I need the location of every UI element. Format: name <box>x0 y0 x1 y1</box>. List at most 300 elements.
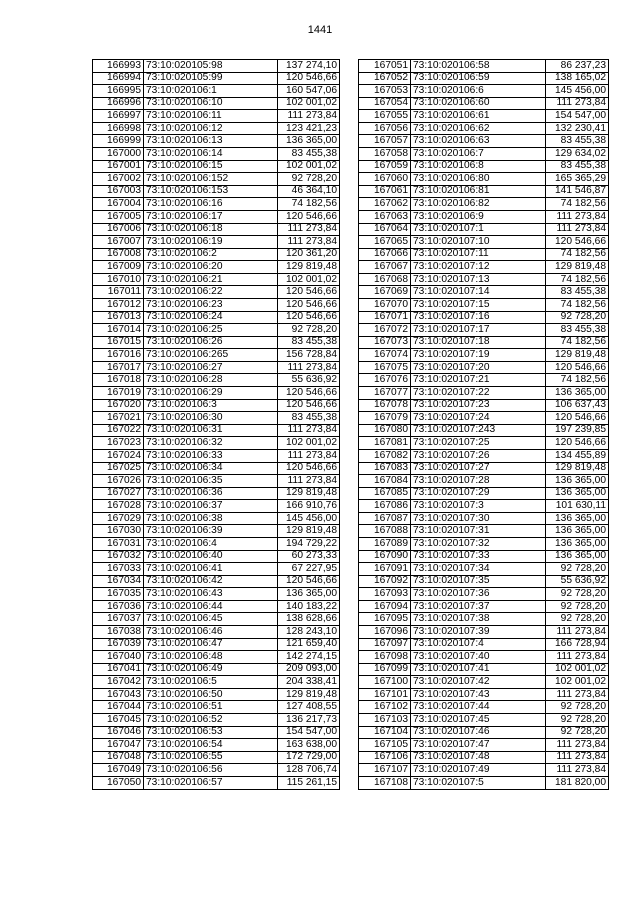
cadastral-number-cell: 73:10:020106:37 <box>144 500 278 513</box>
cadastral-number-cell: 73:10:020106:54 <box>144 739 278 752</box>
row-id-cell: 167057 <box>359 135 411 148</box>
value-cell: 121 659,40 <box>278 638 340 651</box>
value-cell: 120 546,66 <box>278 462 340 475</box>
row-id-cell: 167026 <box>93 475 144 488</box>
row-id-cell: 167087 <box>359 512 411 525</box>
table-row <box>359 210 609 223</box>
value-cell: 55 636,92 <box>546 575 609 588</box>
row-id-cell: 167047 <box>93 739 144 752</box>
value-cell: 129 819,48 <box>546 462 609 475</box>
value-cell: 111 273,84 <box>278 424 340 437</box>
cadastral-number-cell: 73:10:020106:17 <box>144 210 278 223</box>
value-cell: 92 728,20 <box>546 701 609 714</box>
row-id-cell: 167016 <box>93 349 144 362</box>
cadastral-number-cell: 73:10:020106:27 <box>144 361 278 374</box>
value-cell: 111 273,84 <box>278 475 340 488</box>
value-cell: 145 456,00 <box>278 512 340 525</box>
table-row <box>359 424 609 437</box>
row-id-cell: 167099 <box>359 663 411 676</box>
row-id-cell: 167080 <box>359 424 411 437</box>
table-row <box>93 387 340 400</box>
value-cell: 120 546,66 <box>278 72 340 85</box>
table-row <box>359 437 609 450</box>
table-row <box>93 764 340 777</box>
value-cell: 120 546,66 <box>278 399 340 412</box>
row-id-cell: 167061 <box>359 185 411 198</box>
table-row <box>359 563 609 576</box>
value-cell: 136 365,00 <box>546 537 609 550</box>
row-id-cell: 167071 <box>359 311 411 324</box>
value-cell: 154 547,00 <box>546 110 609 123</box>
cadastral-number-cell: 73:10:020106:7 <box>411 148 546 161</box>
table-row <box>359 739 609 752</box>
cadastral-number-cell: 73:10:020106:81 <box>411 185 546 198</box>
row-id-cell: 167000 <box>93 148 144 161</box>
row-id-cell: 166997 <box>93 110 144 123</box>
table-row <box>359 676 609 689</box>
value-cell: 111 273,84 <box>546 210 609 223</box>
table-row <box>359 613 609 626</box>
table-row <box>93 173 340 186</box>
value-cell: 172 729,00 <box>278 751 340 764</box>
table-row <box>359 575 609 588</box>
table-row <box>93 160 340 173</box>
row-id-cell: 167097 <box>359 638 411 651</box>
row-id-cell: 167079 <box>359 412 411 425</box>
table-row <box>93 412 340 425</box>
value-cell: 120 546,66 <box>278 298 340 311</box>
row-id-cell: 167098 <box>359 651 411 664</box>
table-row <box>93 701 340 714</box>
cadastral-number-cell: 73:10:020106:35 <box>144 475 278 488</box>
table-row <box>93 751 340 764</box>
value-cell: 111 273,84 <box>546 739 609 752</box>
cadastral-number-cell: 73:10:020107:14 <box>411 286 546 299</box>
table-row <box>359 248 609 261</box>
row-id-cell: 166996 <box>93 97 144 110</box>
row-id-cell: 167023 <box>93 437 144 450</box>
table-row <box>93 638 340 651</box>
table-row <box>359 487 609 500</box>
value-cell: 136 365,00 <box>278 135 340 148</box>
value-cell: 74 182,56 <box>546 298 609 311</box>
cadastral-number-cell: 73:10:020107:21 <box>411 374 546 387</box>
cadastral-number-cell: 73:10:020106:62 <box>411 122 546 135</box>
table-row <box>359 185 609 198</box>
row-id-cell: 167045 <box>93 714 144 727</box>
table-row <box>93 500 340 513</box>
value-cell: 120 546,66 <box>546 412 609 425</box>
row-id-cell: 167073 <box>359 336 411 349</box>
row-id-cell: 167040 <box>93 651 144 664</box>
value-cell: 92 728,20 <box>278 324 340 337</box>
value-cell: 165 365,29 <box>546 173 609 186</box>
value-cell: 92 728,20 <box>278 173 340 186</box>
row-id-cell: 167106 <box>359 751 411 764</box>
value-cell: 136 365,00 <box>546 387 609 400</box>
row-id-cell: 167009 <box>93 261 144 274</box>
value-cell: 106 637,43 <box>546 399 609 412</box>
value-cell: 160 547,06 <box>278 85 340 98</box>
table-row <box>93 210 340 223</box>
row-id-cell: 167083 <box>359 462 411 475</box>
row-id-cell: 167048 <box>93 751 144 764</box>
row-id-cell: 167072 <box>359 324 411 337</box>
value-cell: 120 361,20 <box>278 248 340 261</box>
row-id-cell: 167031 <box>93 537 144 550</box>
row-id-cell: 167065 <box>359 236 411 249</box>
value-cell: 74 182,56 <box>546 273 609 286</box>
cadastral-number-cell: 73:10:020107:38 <box>411 613 546 626</box>
value-cell: 83 455,38 <box>546 160 609 173</box>
value-cell: 86 237,23 <box>546 60 609 73</box>
row-id-cell: 167067 <box>359 261 411 274</box>
value-cell: 136 365,00 <box>546 512 609 525</box>
row-id-cell: 167104 <box>359 726 411 739</box>
cadastral-number-cell: 73:10:020106:42 <box>144 575 278 588</box>
row-id-cell: 167041 <box>93 663 144 676</box>
value-cell: 83 455,38 <box>546 286 609 299</box>
cadastral-number-cell: 73:10:020107:48 <box>411 751 546 764</box>
cadastral-number-cell: 73:10:020107:49 <box>411 764 546 777</box>
table-row <box>93 449 340 462</box>
value-cell: 140 183,22 <box>278 600 340 613</box>
row-id-cell: 167103 <box>359 714 411 727</box>
value-cell: 154 547,00 <box>278 726 340 739</box>
row-id-cell: 167095 <box>359 613 411 626</box>
row-id-cell: 167082 <box>359 449 411 462</box>
row-id-cell: 167027 <box>93 487 144 500</box>
cadastral-number-cell: 73:10:020106:34 <box>144 462 278 475</box>
cadastral-number-cell: 73:10:020106:21 <box>144 273 278 286</box>
value-cell: 129 819,48 <box>278 261 340 274</box>
cadastral-number-cell: 73:10:020106:12 <box>144 122 278 135</box>
table-row <box>93 198 340 211</box>
value-cell: 129 634,02 <box>546 148 609 161</box>
value-cell: 111 273,84 <box>278 361 340 374</box>
row-id-cell: 167070 <box>359 298 411 311</box>
cadastral-number-cell: 73:10:020106:1 <box>144 85 278 98</box>
table-row <box>359 626 609 639</box>
value-cell: 74 182,56 <box>546 198 609 211</box>
row-id-cell: 166999 <box>93 135 144 148</box>
cadastral-number-cell: 73:10:020107:11 <box>411 248 546 261</box>
cadastral-number-cell: 73:10:020106:44 <box>144 600 278 613</box>
row-id-cell: 167068 <box>359 273 411 286</box>
row-id-cell: 167004 <box>93 198 144 211</box>
row-id-cell: 167044 <box>93 701 144 714</box>
row-id-cell: 167053 <box>359 85 411 98</box>
cadastral-number-cell: 73:10:020107:243 <box>411 424 546 437</box>
row-id-cell: 167066 <box>359 248 411 261</box>
value-cell: 92 728,20 <box>546 311 609 324</box>
table-row <box>93 85 340 98</box>
row-id-cell: 167010 <box>93 273 144 286</box>
value-cell: 74 182,56 <box>546 336 609 349</box>
row-id-cell: 167077 <box>359 387 411 400</box>
cadastral-number-cell: 73:10:020106:51 <box>144 701 278 714</box>
row-id-cell: 167090 <box>359 550 411 563</box>
cadastral-number-cell: 73:10:020107:23 <box>411 399 546 412</box>
value-cell: 92 728,20 <box>546 600 609 613</box>
row-id-cell: 167102 <box>359 701 411 714</box>
table-row <box>93 487 340 500</box>
row-id-cell: 167043 <box>93 688 144 701</box>
row-id-cell: 167091 <box>359 563 411 576</box>
table-row <box>93 286 340 299</box>
value-cell: 102 001,02 <box>278 97 340 110</box>
cadastral-number-cell: 73:10:020106:52 <box>144 714 278 727</box>
table-row <box>93 261 340 274</box>
cadastral-number-cell: 73:10:020106:26 <box>144 336 278 349</box>
value-cell: 136 365,00 <box>546 475 609 488</box>
cadastral-number-cell: 73:10:020107:44 <box>411 701 546 714</box>
row-id-cell: 166998 <box>93 122 144 135</box>
row-id-cell: 167003 <box>93 185 144 198</box>
cadastral-number-cell: 73:10:020107:33 <box>411 550 546 563</box>
cadastral-number-cell: 73:10:020106:48 <box>144 651 278 664</box>
row-id-cell: 167019 <box>93 387 144 400</box>
row-id-cell: 167034 <box>93 575 144 588</box>
row-id-cell: 167022 <box>93 424 144 437</box>
value-cell: 120 546,66 <box>546 437 609 450</box>
table-row <box>93 349 340 362</box>
table-row <box>359 776 609 789</box>
table-row <box>93 311 340 324</box>
value-cell: 60 273,33 <box>278 550 340 563</box>
value-cell: 55 636,92 <box>278 374 340 387</box>
table-row <box>93 148 340 161</box>
value-cell: 83 455,38 <box>278 412 340 425</box>
row-id-cell: 167059 <box>359 160 411 173</box>
cadastral-number-cell: 73:10:020106:33 <box>144 449 278 462</box>
value-cell: 102 001,02 <box>278 437 340 450</box>
row-id-cell: 167094 <box>359 600 411 613</box>
value-cell: 92 728,20 <box>546 613 609 626</box>
value-cell: 92 728,20 <box>546 588 609 601</box>
table-row <box>359 588 609 601</box>
value-cell: 120 546,66 <box>278 387 340 400</box>
value-cell: 111 273,84 <box>546 97 609 110</box>
value-cell: 136 365,00 <box>546 550 609 563</box>
cadastral-number-cell: 73:10:020107:13 <box>411 273 546 286</box>
cadastral-number-cell: 73:10:020107:24 <box>411 412 546 425</box>
table-row <box>359 273 609 286</box>
value-cell: 128 243,10 <box>278 626 340 639</box>
row-id-cell: 167060 <box>359 173 411 186</box>
table-row <box>93 273 340 286</box>
value-cell: 204 338,41 <box>278 676 340 689</box>
value-cell: 74 182,56 <box>546 248 609 261</box>
cadastral-number-cell: 73:10:020106:265 <box>144 349 278 362</box>
table-row <box>359 110 609 123</box>
value-cell: 120 546,66 <box>278 210 340 223</box>
value-cell: 102 001,02 <box>278 273 340 286</box>
cadastral-number-cell: 73:10:020106:40 <box>144 550 278 563</box>
cadastral-number-cell: 73:10:020106:13 <box>144 135 278 148</box>
value-cell: 156 728,84 <box>278 349 340 362</box>
row-id-cell: 167093 <box>359 588 411 601</box>
table-row <box>359 374 609 387</box>
cadastral-number-cell: 73:10:020107:22 <box>411 387 546 400</box>
row-id-cell: 167058 <box>359 148 411 161</box>
row-id-cell: 167089 <box>359 537 411 550</box>
row-id-cell: 167096 <box>359 626 411 639</box>
row-id-cell: 167037 <box>93 613 144 626</box>
table-row <box>359 72 609 85</box>
cadastral-number-cell: 73:10:020106:41 <box>144 563 278 576</box>
value-cell: 92 728,20 <box>546 563 609 576</box>
row-id-cell: 167001 <box>93 160 144 173</box>
table-row <box>359 97 609 110</box>
cadastral-number-cell: 73:10:020106:3 <box>144 399 278 412</box>
cadastral-number-cell: 73:10:020107:39 <box>411 626 546 639</box>
value-cell: 92 728,20 <box>546 714 609 727</box>
value-cell: 111 273,84 <box>278 236 340 249</box>
value-cell: 111 273,84 <box>278 223 340 236</box>
cadastral-number-cell: 73:10:020107:18 <box>411 336 546 349</box>
cadastral-number-cell: 73:10:020105:99 <box>144 72 278 85</box>
table-row <box>359 311 609 324</box>
value-cell: 166 728,94 <box>546 638 609 651</box>
cadastral-number-cell: 73:10:020107:10 <box>411 236 546 249</box>
table-row <box>93 135 340 148</box>
table-row <box>93 336 340 349</box>
value-cell: 138 628,66 <box>278 613 340 626</box>
cadastral-number-cell: 73:10:020106:39 <box>144 525 278 538</box>
cadastral-number-cell: 73:10:020106:36 <box>144 487 278 500</box>
table-row <box>93 726 340 739</box>
table-row <box>93 525 340 538</box>
cadastral-number-cell: 73:10:020107:34 <box>411 563 546 576</box>
table-row <box>359 148 609 161</box>
cadastral-number-cell: 73:10:020106:15 <box>144 160 278 173</box>
cadastral-number-cell: 73:10:020106:63 <box>411 135 546 148</box>
row-id-cell: 167030 <box>93 525 144 538</box>
value-cell: 129 819,48 <box>278 688 340 701</box>
row-id-cell: 167021 <box>93 412 144 425</box>
table-row <box>359 387 609 400</box>
value-cell: 141 546,87 <box>546 185 609 198</box>
cadastral-number-cell: 73:10:020106:153 <box>144 185 278 198</box>
cadastral-number-cell: 73:10:020107:40 <box>411 651 546 664</box>
row-id-cell: 167051 <box>359 60 411 73</box>
table-row <box>93 663 340 676</box>
row-id-cell: 166993 <box>93 60 144 73</box>
row-id-cell: 167017 <box>93 361 144 374</box>
table-row <box>93 462 340 475</box>
row-id-cell: 167013 <box>93 311 144 324</box>
table-row <box>93 374 340 387</box>
cadastral-number-cell: 73:10:020107:12 <box>411 261 546 274</box>
table-row <box>359 198 609 211</box>
row-id-cell: 167005 <box>93 210 144 223</box>
table-row <box>359 412 609 425</box>
table-row <box>359 525 609 538</box>
row-id-cell: 167107 <box>359 764 411 777</box>
row-id-cell: 167076 <box>359 374 411 387</box>
row-id-cell: 167056 <box>359 122 411 135</box>
value-cell: 111 273,84 <box>546 651 609 664</box>
cadastral-number-cell: 73:10:020107:1 <box>411 223 546 236</box>
row-id-cell: 167085 <box>359 487 411 500</box>
value-cell: 127 408,55 <box>278 701 340 714</box>
row-id-cell: 167033 <box>93 563 144 576</box>
cadastral-number-cell: 73:10:020106:45 <box>144 613 278 626</box>
cadastral-number-cell: 73:10:020106:2 <box>144 248 278 261</box>
row-id-cell: 167042 <box>93 676 144 689</box>
row-id-cell: 167011 <box>93 286 144 299</box>
table-row <box>93 475 340 488</box>
row-id-cell: 167018 <box>93 374 144 387</box>
value-cell: 92 728,20 <box>546 726 609 739</box>
table-row <box>359 324 609 337</box>
cadastral-number-cell: 73:10:020106:60 <box>411 97 546 110</box>
cadastral-number-cell: 73:10:020106:80 <box>411 173 546 186</box>
value-cell: 166 910,76 <box>278 500 340 513</box>
table-row <box>93 97 340 110</box>
table-row <box>93 437 340 450</box>
value-cell: 132 230,41 <box>546 122 609 135</box>
cadastral-number-cell: 73:10:020107:36 <box>411 588 546 601</box>
cadastral-number-cell: 73:10:020106:20 <box>144 261 278 274</box>
row-id-cell: 167007 <box>93 236 144 249</box>
value-cell: 136 217,73 <box>278 714 340 727</box>
row-id-cell: 167108 <box>359 776 411 789</box>
cadastral-number-cell: 73:10:020107:42 <box>411 676 546 689</box>
cadastral-number-cell: 73:10:020105:98 <box>144 60 278 73</box>
table-row <box>93 248 340 261</box>
cadastral-number-cell: 73:10:020106:56 <box>144 764 278 777</box>
parcel-table-left <box>92 59 340 790</box>
row-id-cell: 167049 <box>93 764 144 777</box>
cadastral-number-cell: 73:10:020106:18 <box>144 223 278 236</box>
table-row <box>359 512 609 525</box>
row-id-cell: 167038 <box>93 626 144 639</box>
row-id-cell: 167074 <box>359 349 411 362</box>
cadastral-number-cell: 73:10:020107:17 <box>411 324 546 337</box>
cadastral-number-cell: 73:10:020106:28 <box>144 374 278 387</box>
table-row <box>93 550 340 563</box>
row-id-cell: 167062 <box>359 198 411 211</box>
cadastral-number-cell: 73:10:020107:47 <box>411 739 546 752</box>
table-row <box>359 173 609 186</box>
table-row <box>359 537 609 550</box>
table-row <box>359 236 609 249</box>
row-id-cell: 167078 <box>359 399 411 412</box>
value-cell: 142 274,15 <box>278 651 340 664</box>
table-row <box>359 651 609 664</box>
table-row <box>93 110 340 123</box>
cadastral-number-cell: 73:10:020107:35 <box>411 575 546 588</box>
cadastral-number-cell: 73:10:020107:28 <box>411 475 546 488</box>
table-row <box>93 185 340 198</box>
cadastral-number-cell: 73:10:020107:32 <box>411 537 546 550</box>
table-row <box>359 361 609 374</box>
cadastral-number-cell: 73:10:020106:55 <box>144 751 278 764</box>
table-row <box>93 122 340 135</box>
cadastral-number-cell: 73:10:020106:24 <box>144 311 278 324</box>
table-row <box>359 223 609 236</box>
value-cell: 209 093,00 <box>278 663 340 676</box>
value-cell: 134 455,89 <box>546 449 609 462</box>
cadastral-number-cell: 73:10:020106:22 <box>144 286 278 299</box>
row-id-cell: 166994 <box>93 72 144 85</box>
row-id-cell: 167039 <box>93 638 144 651</box>
value-cell: 83 455,38 <box>546 324 609 337</box>
value-cell: 83 455,38 <box>278 336 340 349</box>
cadastral-number-cell: 73:10:020106:47 <box>144 638 278 651</box>
